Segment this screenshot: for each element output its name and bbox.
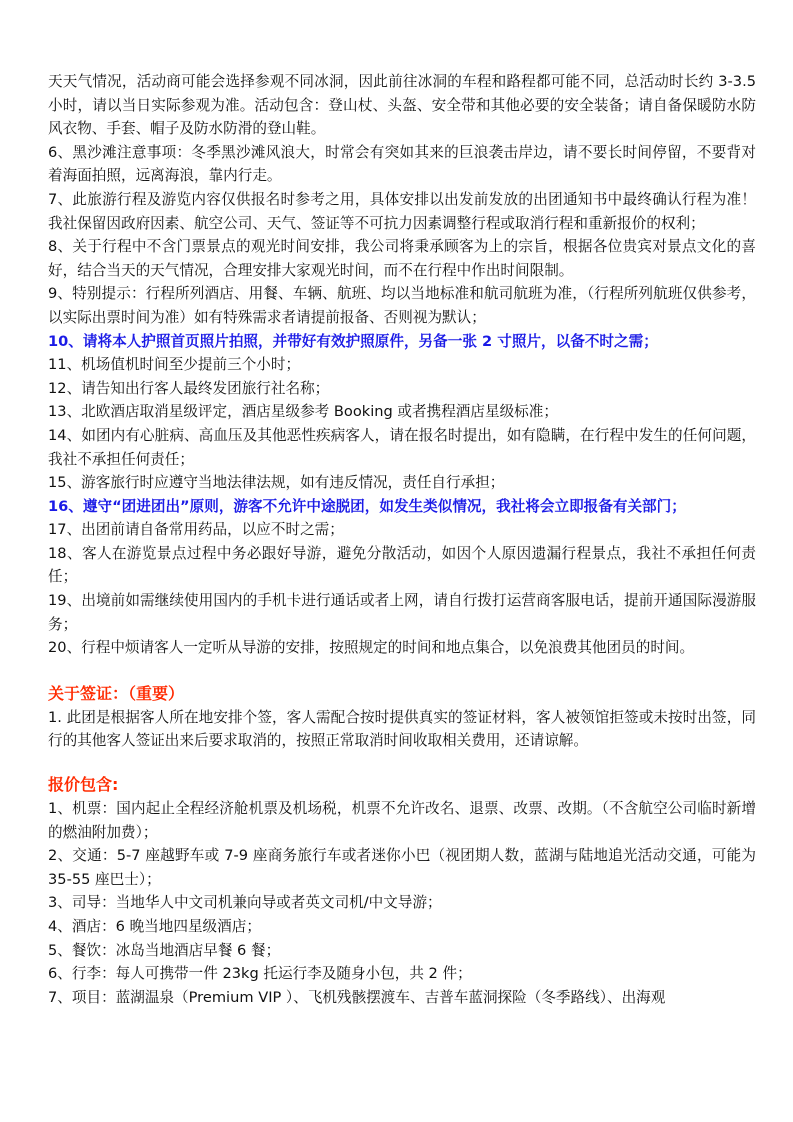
- visa-text: 1. 此团是根据客人所在地安排个签，客人需配合按时提供真实的签证材料，客人被领馆拒签或未按时出签，同行的其他客人签证出来后要求取消的，按照正常取消时间收取相关费用，还请谅解。: [48, 708, 756, 750]
- note-item: 8、关于行程中不含门票景点的观光时间安排，我公司将秉承顾客为上的宗旨，根据各位贵宾对景点文化的喜好，结合当天的天气情况，合理安排大家观光时间，而不在行程中作出时间限制。: [48, 238, 756, 279]
- note-item: 17、出团前请自备常用药品，以应不时之需；: [48, 521, 344, 539]
- price-includes-heading: 报价包含:: [48, 775, 119, 795]
- note-item: 6、黑沙滩注意事项：冬季黑沙滩风浪大，时常会有突如其来的巨浪袭击岸边，请不要长时间停留，不要背对着海面拍照，远离海浪，靠内行走。: [48, 143, 756, 185]
- note-item: 20、行程中烦请客人一定听从导游的安排，按照规定的时间和地点集合，以免浪费其他团员的时间。: [48, 639, 695, 657]
- note-item-highlight: 16、遵守“团进团出”原则，游客不允许中途脱团，如发生类似情况，我社将会立即报备有关部门；: [48, 497, 686, 515]
- document-page: [48, 70, 756, 1009]
- note-item: 9、特别提示：行程所列酒店、用餐、车辆、航班、均以当地标准和航司航班为准，（行程所列航班仅供参考，以实际出票时间为准）如有特殊需求者请提前报备、否则视为默认；: [48, 285, 756, 326]
- note-item: 12、请告知出行客人最终发团旅行社名称；: [48, 379, 330, 397]
- visa-section: [48, 682, 756, 753]
- notes-section: [48, 70, 756, 660]
- note-item: 11、机场值机时间至少提前三个小时；: [48, 356, 301, 374]
- note-item: 天天气情况，活动商可能会选择参观不同冰洞，因此前往冰洞的车程和路程都可能不同，总活动时长约 3-3.5 小时，请以当日实际参观为准。活动包含：登山杖、头盔、安全带和其他必要的安全装备；请自备保暖防水防风衣物、手套、帽子及防水防滑的登山鞋。: [48, 73, 756, 138]
- note-item: 7、此旅游行程及游览内容仅供报名时参考之用，具体安排以出发前发放的出团通知书中最终确认行程为准！我社保留因政府因素、航空公司、天气、签证等不可抗力因素调整行程或取消行程和重新报价的权利；: [48, 190, 756, 232]
- note-item: 14、如团内有心脏病、高血压及其他恶性疾病客人，请在报名时提出，如有隐瞒，在行程中发生的任何问题，我社不承担任何责任；: [48, 426, 756, 468]
- note-item: 15、游客旅行时应遵守当地法律法规，如有违反情况，责任自行承担；: [48, 474, 505, 492]
- visa-heading: 关于签证：（重要）: [48, 683, 185, 703]
- note-item: 19、出境前如需继续使用国内的手机卡进行通话或者上网，请自行拨打运营商客服电话，提前开通国际漫游服务；: [48, 592, 756, 633]
- price-item: 7、项目：蓝湖温泉（Premium VIP ）、飞机残骸摆渡车、吉普车蓝洞探险（冬季路线）、出海观: [48, 988, 666, 1006]
- price-includes-section: [48, 773, 756, 1009]
- price-item: 1、机票：国内起止全程经济舱机票及机场税，机票不允许改名、退票、改票、改期。（不含航空公司临时新增的燃油附加费）；: [48, 800, 756, 841]
- note-item: 13、北欧酒店取消星级评定，酒店星级参考 Booking 或者携程酒店星级标准；: [48, 403, 558, 421]
- price-item: 2、交通：5-7 座越野车或 7-9 座商务旅行车或者迷你小巴（视团期人数，蓝湖与陆地追光活动交通，可能为 35-55 座巴士）；: [48, 847, 756, 888]
- price-item: 6、行李：每人可携带一件 23kg 托运行李及随身小包，共 2 件；: [48, 965, 472, 983]
- price-item: 4、酒店：6 晚当地四星级酒店；: [48, 918, 261, 935]
- price-item: 3、司导：当地华人中文司机兼向导或者英文司机/中文导游；: [48, 894, 442, 912]
- price-item: 5、餐饮：冰岛当地酒店早餐 6 餐；: [48, 941, 281, 959]
- note-item: 18、客人在游览景点过程中务必跟好导游，避免分散活动，如因个人原因遗漏行程景点，我社不承担任何责任；: [48, 544, 756, 586]
- note-item-highlight: 10、请将本人护照首页照片拍照，并带好有效护照原件，另备一张 2 寸照片，以备不时之需；: [48, 332, 658, 350]
